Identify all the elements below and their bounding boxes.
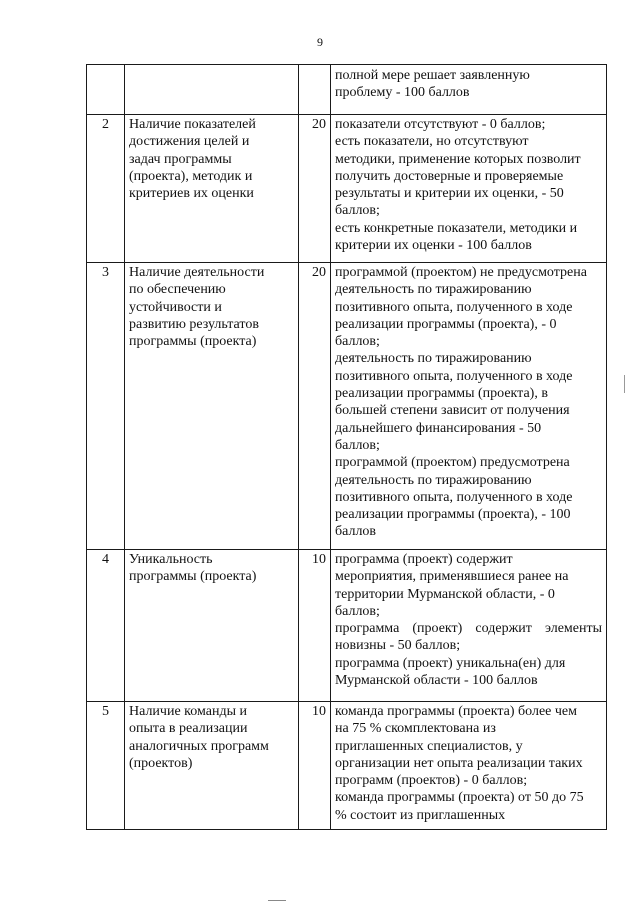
description-line: программой (проектом) предусмотрена <box>335 455 570 471</box>
scan-margin-mark <box>624 375 625 393</box>
description-line: есть конкретные показатели, методики и <box>335 220 578 236</box>
criterion-line: (проектов) <box>129 755 193 771</box>
description-line: новизны - 50 баллов; <box>335 638 461 654</box>
table-row <box>87 65 607 115</box>
description-line: позитивного опыта, полученного в ходе <box>335 368 573 384</box>
description-cell <box>331 550 607 702</box>
description-line: программа (проект) содержит <box>335 552 513 567</box>
description-line: деятельность по тиражированию <box>335 472 532 488</box>
criterion-cell <box>125 65 299 115</box>
criterion-cell <box>125 263 299 550</box>
row-number <box>87 65 125 115</box>
criterion-line: опыта в реализации <box>129 721 248 737</box>
criterion-line: устойчивости и <box>129 299 222 315</box>
description-line: программой (проектом) не предусмотрена <box>335 265 587 280</box>
weight-cell <box>299 65 331 115</box>
criterion-line: программы (проекта) <box>129 569 257 585</box>
description-line: реализации программы (проекта), - 0 <box>335 316 557 332</box>
description-line: программа (проект) уникальна(ен) для <box>335 655 566 671</box>
description-cell <box>331 115 607 263</box>
table-row <box>87 115 607 263</box>
row-number: 2 <box>87 115 125 263</box>
description-line: команда программы (проекта) от 50 до 75 <box>335 790 584 806</box>
description-line: показатели отсутствуют - 0 баллов; <box>335 117 546 132</box>
description-line: баллов; <box>335 437 380 453</box>
description-line: % состоит из приглашенных <box>335 807 506 823</box>
description-line: баллов; <box>335 603 380 619</box>
description-line: мероприятия, применявшиеся ранее на <box>335 569 569 585</box>
description-cell <box>331 65 607 115</box>
description-cell <box>331 263 607 550</box>
criterion-cell <box>125 115 299 263</box>
description-line: баллов; <box>335 203 380 219</box>
description-line: территории Мурманской области, - 0 <box>335 586 555 602</box>
description-line: программ (проектов) - 0 баллов; <box>335 773 528 789</box>
description-line: дальнейшего финансирования - 50 <box>335 420 542 436</box>
description-line: команда программы (проекта) более чем <box>335 704 577 719</box>
description-line: критерии их оценки - 100 баллов <box>335 238 532 254</box>
description-line: получить достоверные и проверяемые <box>335 168 564 184</box>
criterion-line: достижения целей и <box>129 134 250 150</box>
criterion-line: развитию результатов <box>129 316 259 332</box>
scan-bottom-mark <box>268 900 286 901</box>
description-line: реализации программы (проекта), в <box>335 386 548 402</box>
criterion-line: (проекта), методик и <box>129 168 253 184</box>
criterion-line: аналогичных программ <box>129 738 269 754</box>
description-line: баллов <box>335 524 377 540</box>
description-line: результаты и критерии их оценки, - 50 <box>335 186 564 202</box>
criterion-line: Наличие показателей <box>129 117 256 132</box>
table-row <box>87 702 607 830</box>
criterion-cell <box>125 702 299 830</box>
description-line: большей степени зависит от получения <box>335 403 570 419</box>
weight-cell: 10 <box>299 702 331 830</box>
description-line: проблему - 100 баллов <box>335 85 470 101</box>
weight-cell: 20 <box>299 115 331 263</box>
weight-cell: 10 <box>299 550 331 702</box>
row-number: 3 <box>87 263 125 550</box>
description-line: реализации программы (проекта), - 100 <box>335 507 571 523</box>
criterion-line: критериев их оценки <box>129 186 254 202</box>
table-row <box>87 263 607 550</box>
description-line: Мурманской области - 100 баллов <box>335 673 538 689</box>
criterion-line: по обеспечению <box>129 282 226 298</box>
description-line: программа (проект) содержит элементы <box>335 621 602 637</box>
criterion-line: Наличие команды и <box>129 704 247 719</box>
description-line: деятельность по тиражированию <box>335 282 532 298</box>
description-line: на 75 % скомплектована из <box>335 721 496 737</box>
criteria-table <box>86 64 607 830</box>
criterion-line: Наличие деятельности <box>129 265 265 280</box>
description-line: полной мере решает заявленную <box>335 68 530 83</box>
description-line: деятельность по тиражированию <box>335 351 532 367</box>
description-line: позитивного опыта, полученного в ходе <box>335 489 573 505</box>
description-line: баллов; <box>335 334 380 350</box>
table-row <box>87 550 607 702</box>
description-line: приглашенных специалистов, у <box>335 738 523 754</box>
criterion-line: Уникальность <box>129 552 213 567</box>
description-line: методики, применение которых позволит <box>335 151 581 167</box>
page-number: 9 <box>317 35 323 49</box>
description-line: позитивного опыта, полученного в ходе <box>335 299 573 315</box>
description-line: есть показатели, но отсутствуют <box>335 134 529 150</box>
row-number: 5 <box>87 702 125 830</box>
description-cell <box>331 702 607 830</box>
row-number: 4 <box>87 550 125 702</box>
criterion-line: задач программы <box>129 151 232 167</box>
criterion-line: программы (проекта) <box>129 334 257 350</box>
weight-cell: 20 <box>299 263 331 550</box>
description-line: организации нет опыта реализации таких <box>335 755 583 771</box>
criterion-cell <box>125 550 299 702</box>
